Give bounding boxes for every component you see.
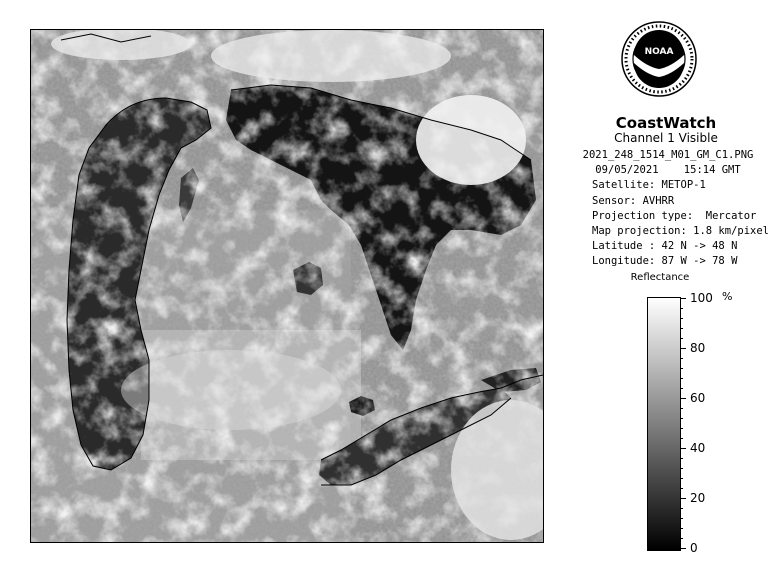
- colorbar-minor-tick: [680, 358, 683, 359]
- colorbar-minor-tick: [680, 418, 683, 419]
- colorbar-unit: %: [722, 290, 733, 303]
- satellite-image: [30, 29, 544, 543]
- colorbar-minor-tick: [680, 478, 683, 479]
- colorbar-major-tick: [680, 498, 686, 499]
- great-lakes-map: [31, 30, 543, 542]
- colorbar-minor-tick: [680, 508, 683, 509]
- colorbar-minor-tick: [680, 438, 683, 439]
- projection-type-text: Projection type: Mercator: [592, 209, 757, 222]
- colorbar-tick-label: 60: [690, 391, 706, 405]
- app-title: CoastWatch: [615, 114, 717, 132]
- datetime-text: 09/05/2021 15:14 GMT: [595, 164, 741, 177]
- colorbar-minor-tick: [680, 488, 683, 489]
- colorbar-minor-tick: [680, 378, 683, 379]
- colorbar-major-tick: [680, 448, 686, 449]
- colorbar-minor-tick: [680, 458, 683, 459]
- colorbar-minor-tick: [680, 518, 683, 519]
- colorbar-minor-tick: [680, 408, 683, 409]
- map-projection-text: Map projection: 1.8 km/pixel: [592, 225, 770, 238]
- colorbar-major-tick: [680, 348, 686, 349]
- noaa-logo-icon: [619, 19, 699, 109]
- longitude-text: Longitude: 87 W -> 78 W: [592, 255, 738, 268]
- colorbar-minor-tick: [680, 308, 683, 309]
- colorbar-tick-label: 20: [690, 491, 706, 505]
- satellite-text: Satellite: METOP-1: [592, 179, 706, 192]
- colorbar-major-tick: [680, 548, 686, 549]
- reflectance-colorbar: [647, 297, 681, 551]
- colorbar-tick-label: 40: [690, 441, 706, 455]
- filename-text: 2021_248_1514_M01_GM_C1.PNG: [582, 149, 754, 161]
- channel-subtitle: Channel 1 Visible: [614, 131, 718, 145]
- svg-text:NOAA: NOAA: [644, 47, 674, 57]
- colorbar-major-tick: [680, 298, 686, 299]
- colorbar-tick-label: 0: [690, 541, 698, 555]
- colorbar-title: Reflectance: [630, 272, 690, 283]
- colorbar-minor-tick: [680, 318, 683, 319]
- latitude-text: Latitude : 42 N -> 48 N: [592, 240, 738, 253]
- colorbar-minor-tick: [680, 428, 683, 429]
- colorbar-minor-tick: [680, 528, 683, 529]
- colorbar-minor-tick: [680, 388, 683, 389]
- colorbar-major-tick: [680, 398, 686, 399]
- colorbar-minor-tick: [680, 538, 683, 539]
- colorbar-minor-tick: [680, 328, 683, 329]
- colorbar-minor-tick: [680, 338, 683, 339]
- colorbar-tick-label: 100: [690, 291, 713, 305]
- sensor-text: Sensor: AVHRR: [592, 194, 675, 207]
- colorbar-minor-tick: [680, 368, 683, 369]
- image-metadata: [560, 148, 776, 270]
- colorbar-tick-label: 80: [690, 341, 706, 355]
- colorbar-minor-tick: [680, 468, 683, 469]
